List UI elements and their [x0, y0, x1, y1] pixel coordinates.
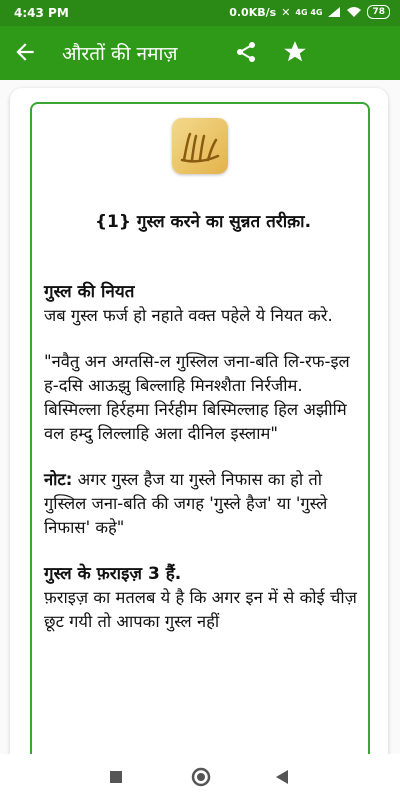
- content-frame: [30, 102, 370, 768]
- status-bar: [0, 0, 400, 26]
- back-triangle-icon[interactable]: [276, 770, 288, 784]
- network-speed: 0.0KB/s: [229, 5, 277, 19]
- dua-text: "नवैतु अन अग्तसि-ल गुस्लिल जना-बति लि-रफ-इल ह-दसि आऊझु बिल्लाहि मिनश्शैता निर्रजीम. बिस्मिल्ला हिर्रहमा निर्रहीम बिस्मिल्लाह हिल अझीमि वल हम्दु लिल्लाहि अला दीनिल इस्लाम": [44, 352, 350, 443]
- note-text: अगर गुस्ल हैज या गुस्ले निफास का हो तो गुस्लिल जना-बति की जगह 'गुस्ले हैज' या 'गुस्ले निफास' कहे": [44, 470, 328, 537]
- page-title: औरतों की नमाज़: [62, 43, 178, 65]
- app-bar: [0, 26, 400, 80]
- status-time: 4:43 PM: [14, 6, 69, 20]
- wifi-icon: [346, 6, 362, 18]
- signal-labels: 4G 4G: [295, 7, 323, 17]
- vibrate-icon: ✕: [281, 5, 291, 19]
- faraiz-text: फ़राइज़ का मतलब ये है कि अगर इन में से कोई चीज़ छूट गयी तो आपका गुस्ल नहीं: [44, 588, 357, 631]
- battery-indicator: 78: [367, 5, 390, 19]
- share-icon[interactable]: [234, 40, 258, 64]
- back-arrow-icon[interactable]: [12, 39, 38, 65]
- star-icon[interactable]: [282, 39, 308, 65]
- allah-calligraphy-icon: [172, 118, 228, 174]
- article-content: [44, 210, 362, 634]
- recents-square-icon[interactable]: [110, 771, 122, 783]
- niyyat-heading: गुस्ल की नियत: [44, 282, 135, 302]
- section-title: {1} गुस्ल करने का सुन्नत तरीक़ा.: [94, 212, 312, 232]
- niyyat-text: जब गुस्ल फर्ज हो नहाते वक्त पहेले ये नियत करे.: [44, 306, 333, 325]
- faraiz-heading: गुस्ल के फ़राइज़ 3 हैं.: [44, 564, 182, 584]
- content-card: [10, 88, 388, 768]
- signal-icon: [327, 6, 341, 18]
- home-circle-icon[interactable]: [191, 767, 211, 787]
- note-label: नोट:: [44, 470, 73, 489]
- status-indicators: [229, 5, 390, 19]
- note-paragraph: [44, 468, 362, 540]
- system-nav-bar: [0, 754, 400, 800]
